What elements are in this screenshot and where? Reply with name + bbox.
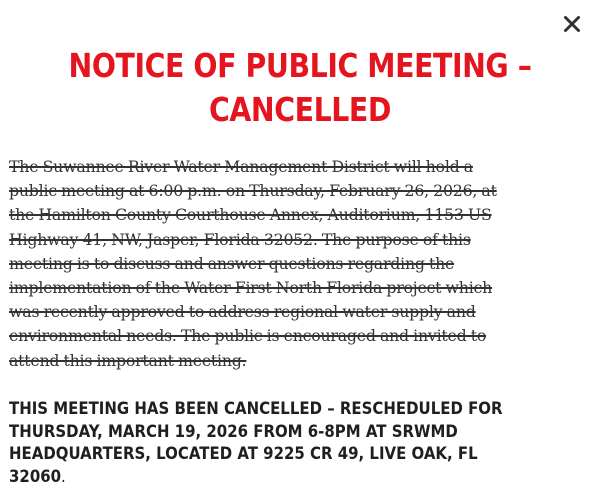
notice-line: Highway 41, NW, Jasper, Florida 32052. The purpose of this — [9, 229, 471, 249]
cancellation-period: . — [61, 466, 66, 487]
cancellation-notice — [9, 398, 528, 488]
close-button[interactable] — [558, 10, 586, 38]
notice-line: environmental needs. The public is encouraged and invited to — [9, 326, 487, 346]
notice-line: was recently approved to address regional water supply and — [9, 302, 476, 322]
cancellation-last-line — [9, 466, 528, 489]
original-meeting-notice — [9, 155, 599, 373]
notice-line: The Suwannee River Water Management District will hold a — [9, 157, 473, 176]
notice-line: attend this important meeting. — [9, 350, 247, 370]
notice-line: public meeting at 6:00 p.m. on Thursday, February 26, 2026, at — [9, 181, 497, 201]
cancellation-line: THURSDAY, MARCH 19, 2026 FROM 6-8PM AT SRWMD — [9, 421, 458, 442]
notice-line: meeting is to discuss and answer questions regarding the — [9, 253, 455, 273]
cancellation-line: THIS MEETING HAS BEEN CANCELLED – RESCHEDULED FOR — [9, 399, 503, 419]
title-line: CANCELLED — [208, 90, 391, 129]
notice-line: implementation of the Water First North Florida project which — [9, 278, 493, 298]
notice-title — [42, 44, 558, 132]
cancellation-zip: 32060 — [9, 466, 62, 487]
title-line: NOTICE OF PUBLIC MEETING – — [68, 46, 532, 85]
cancellation-line: HEADQUARTERS, LOCATED AT 9225 CR 49, LIVE OAK, FL — [9, 444, 478, 464]
notice-line: the Hamilton County Courthouse Annex, Auditorium, 1153 US — [9, 205, 492, 225]
close-icon — [563, 15, 581, 33]
